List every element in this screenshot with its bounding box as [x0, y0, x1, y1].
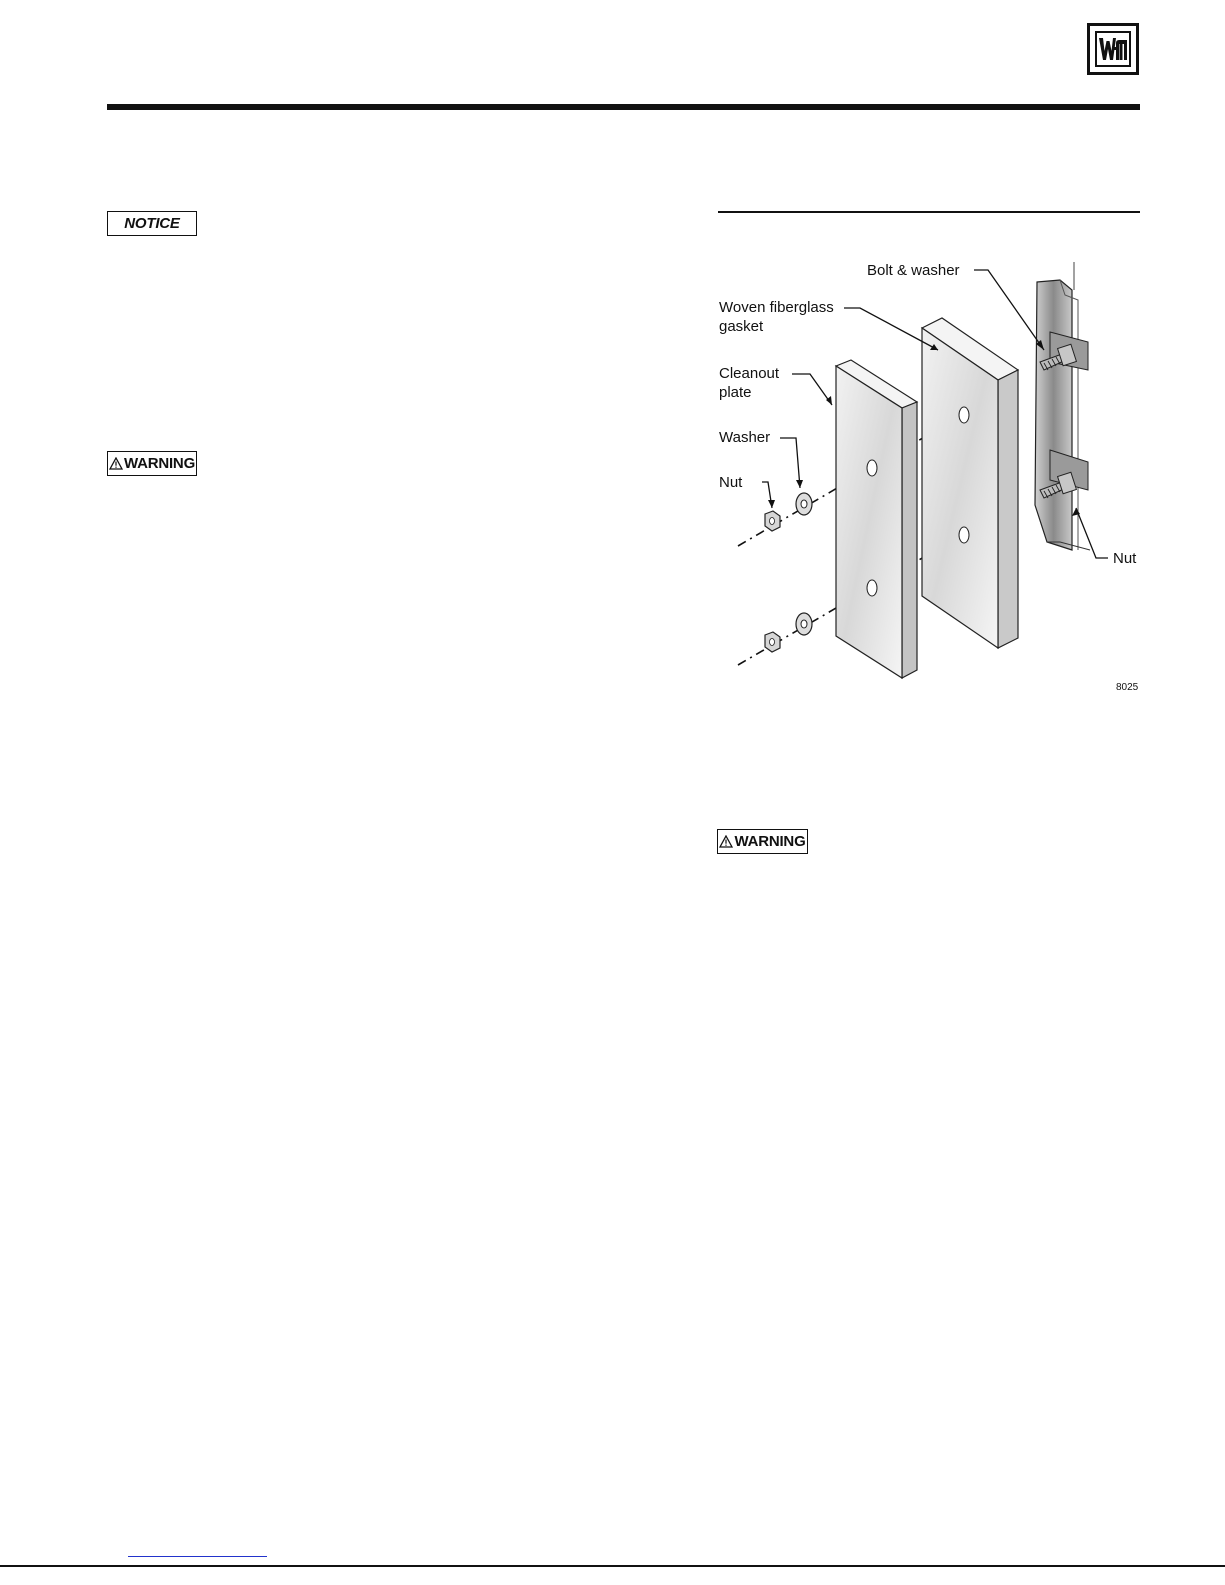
wm-logo-icon: [1087, 23, 1139, 75]
callout-nut-left: Nut: [719, 474, 743, 491]
woven-fiberglass-gasket: [922, 318, 1018, 648]
exploded-assembly-diagram: [710, 250, 1150, 700]
warning-label-right: [717, 829, 808, 854]
footer-rule: [0, 1565, 1225, 1567]
callout-gasket-line1: Woven fiberglass: [719, 299, 834, 316]
washer-upper: [796, 493, 812, 515]
cleanout-plate-figure: [710, 250, 1150, 700]
footer-link-underline[interactable]: [128, 1556, 267, 1557]
callout-gasket-line2: gasket: [719, 318, 764, 335]
callout-washer: Washer: [719, 429, 771, 446]
notice-text: NOTICE: [124, 215, 180, 232]
notice-label: [107, 211, 197, 236]
header-rule: [107, 104, 1140, 110]
column-rule: [718, 211, 1140, 213]
warning-triangle-icon: [109, 457, 123, 470]
callout-nut-right: Nut: [1113, 550, 1137, 567]
warning-text-right: WARNING: [734, 833, 806, 850]
logo-frame: [1095, 31, 1131, 67]
callout-bolt-washer: Bolt & washer: [867, 262, 960, 279]
washer-lower: [796, 613, 812, 635]
boiler-flange: [1035, 262, 1090, 550]
callout-cleanout-line2: plate: [719, 384, 752, 401]
cleanout-plate: [836, 360, 917, 678]
figure-number: 8025: [1116, 682, 1139, 693]
warning-triangle-icon: [719, 835, 733, 848]
nut-lower: [765, 632, 780, 652]
nut-upper: [765, 511, 780, 531]
warning-label-left: [107, 451, 197, 476]
logo-mark: [1097, 35, 1129, 63]
callout-cleanout-line1: Cleanout: [719, 365, 780, 382]
warning-text-left: WARNING: [123, 455, 196, 472]
